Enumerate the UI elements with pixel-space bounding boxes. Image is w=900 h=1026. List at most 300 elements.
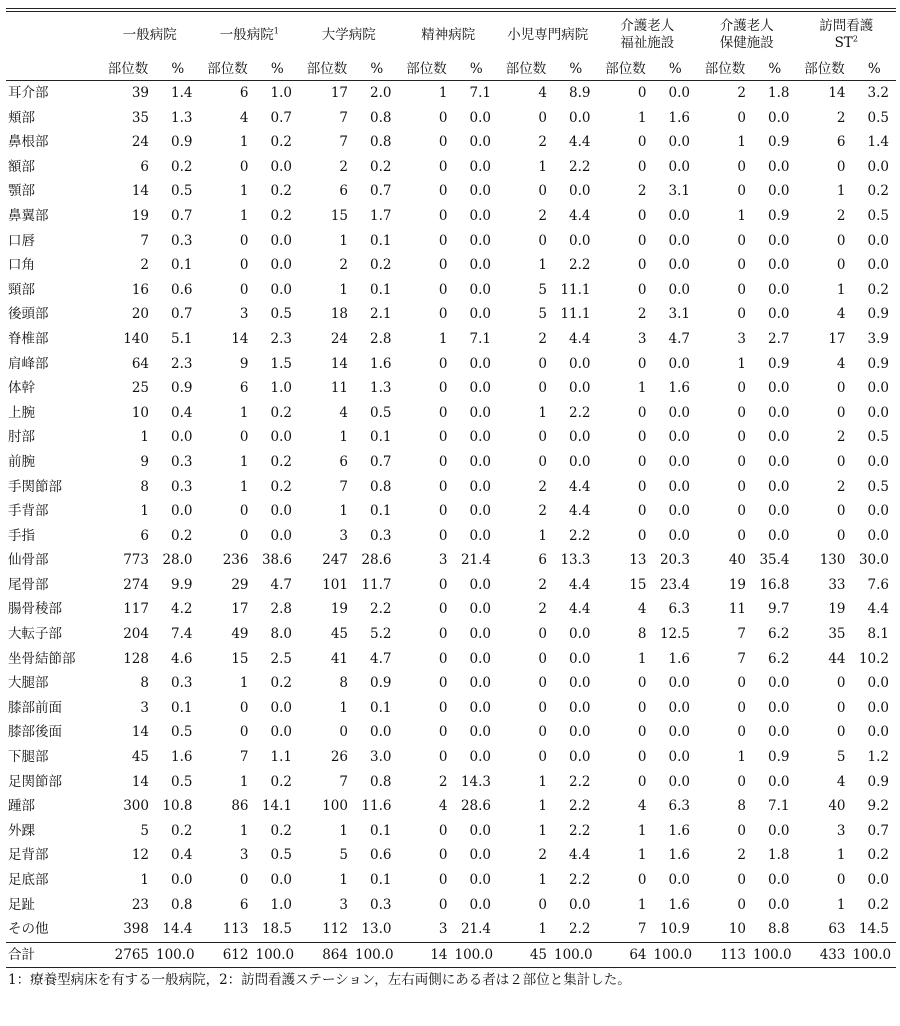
row-label: 膝部前面 <box>8 699 62 716</box>
table-container <box>6 8 896 990</box>
table-row <box>6 302 896 327</box>
count-cell: 12 <box>131 847 149 864</box>
percent-cell: 8.8 <box>768 921 790 938</box>
count-cell: 8 <box>339 675 348 692</box>
count-cell: 0 <box>737 872 746 888</box>
count-cell: 1 <box>239 183 249 200</box>
count-cell: 0 <box>239 429 249 446</box>
count-cell: 0 <box>737 724 746 741</box>
percent-cell: 0.0 <box>668 207 690 224</box>
count-cell: 1 <box>239 453 249 470</box>
percent-cell: 4.4 <box>867 601 889 618</box>
table-row <box>6 376 896 401</box>
count-cell: 0 <box>538 453 547 470</box>
percent-cell: 2.1 <box>370 306 392 323</box>
percent-cell: 4.2 <box>171 601 193 618</box>
percent-cell: 100.0 <box>654 942 698 968</box>
percent-cell: 0.2 <box>370 257 392 274</box>
percent-cell: 0.0 <box>569 675 591 692</box>
row-label: 大転子部 <box>8 626 62 643</box>
table-header <box>6 12 896 81</box>
percent-cell: 0.7 <box>171 306 193 323</box>
table-row <box>6 425 896 450</box>
percent-cell: 0.0 <box>171 429 193 446</box>
percent-cell: 0.3 <box>370 527 392 544</box>
table-row <box>6 524 896 549</box>
count-cell: 0 <box>438 822 448 839</box>
count-cell: 5 <box>339 847 348 864</box>
percent-cell: 2.2 <box>569 404 591 421</box>
percent-cell: 7.4 <box>171 626 193 643</box>
count-cell: 1 <box>538 872 547 888</box>
percent-cell: 0.0 <box>469 847 491 864</box>
count-cell: 0 <box>836 503 846 520</box>
percent-cell: 0.1 <box>370 822 392 839</box>
table-row <box>6 573 896 598</box>
count-header: 部位数 <box>797 58 853 81</box>
percent-cell: 0.0 <box>469 650 491 667</box>
count-cell: 1 <box>637 380 647 397</box>
row-label: 足関節部 <box>8 773 62 790</box>
count-cell: 1 <box>538 404 547 421</box>
percent-cell: 0.9 <box>370 675 392 692</box>
row-label: 耳介部 <box>8 85 49 101</box>
count-cell: 140 <box>123 330 149 347</box>
percent-cell: 0.0 <box>569 650 591 667</box>
group-header-text: 一般病院 <box>219 26 274 43</box>
count-cell: 0 <box>836 724 846 741</box>
count-cell: 0 <box>538 675 547 692</box>
group-header-line: 大学病院 <box>321 26 376 43</box>
percent-cell: 28.6 <box>460 798 491 815</box>
percent-cell: 0.2 <box>270 675 292 692</box>
count-cell: 4 <box>836 773 846 790</box>
group-header-line: 小児専門病院 <box>507 26 589 43</box>
percent-cell: 0.0 <box>668 281 690 298</box>
count-cell: 612 <box>200 942 256 968</box>
percent-cell: 0.0 <box>668 257 690 274</box>
count-cell: 0 <box>438 453 448 470</box>
row-label: 足底部 <box>8 872 49 888</box>
count-cell: 0 <box>836 257 846 274</box>
percent-cell: 0.0 <box>768 380 790 397</box>
count-cell: 0 <box>438 134 448 151</box>
group-header <box>598 12 698 58</box>
row-label: 鼻翼部 <box>8 207 49 224</box>
percent-cell: 1.3 <box>370 380 392 397</box>
group-header <box>200 12 300 58</box>
count-cell: 0 <box>836 380 846 397</box>
percent-cell: 0.0 <box>867 527 889 544</box>
count-cell: 433 <box>797 942 853 968</box>
table-row <box>6 671 896 696</box>
count-cell: 2 <box>836 207 846 224</box>
percent-cell: 1.0 <box>270 896 292 913</box>
count-cell: 0 <box>737 773 746 790</box>
percent-cell: 0.0 <box>469 183 491 200</box>
percent-cell: 9.7 <box>768 601 790 618</box>
percent-cell: 4.4 <box>569 134 591 151</box>
count-cell: 1 <box>438 85 448 101</box>
subheader-row <box>6 58 896 81</box>
count-cell: 1 <box>538 158 547 175</box>
percent-cell: 0.0 <box>768 896 790 913</box>
percent-cell: 0.0 <box>867 232 889 249</box>
percent-cell: 4.7 <box>370 650 392 667</box>
count-cell: 15 <box>231 650 249 667</box>
count-cell: 2 <box>339 257 348 274</box>
row-label: 後頭部 <box>8 306 49 323</box>
percent-cell: 18.5 <box>261 921 292 938</box>
percent-cell: 2.2 <box>569 822 591 839</box>
percent-cell: 4.7 <box>270 576 292 593</box>
percent-cell: 0.0 <box>469 257 491 274</box>
percent-cell: 0.0 <box>469 626 491 643</box>
table-row <box>6 843 896 868</box>
count-cell: 0 <box>836 675 846 692</box>
table-row <box>6 130 896 155</box>
row-label: 手指 <box>8 527 35 544</box>
pressure-ulcer-site-table <box>6 12 896 968</box>
count-cell: 398 <box>123 921 149 938</box>
percent-cell: 0.1 <box>171 257 193 274</box>
percent-cell: 0.0 <box>469 281 491 298</box>
count-cell: 18 <box>330 306 348 323</box>
count-cell: 7 <box>339 773 348 790</box>
count-cell: 1 <box>339 822 348 839</box>
count-cell: 0 <box>737 158 746 175</box>
count-cell: 3 <box>239 306 249 323</box>
count-cell: 773 <box>123 552 149 569</box>
percent-cell: 0.1 <box>370 429 392 446</box>
row-label: 上腕 <box>8 404 35 421</box>
count-cell: 0 <box>438 896 448 913</box>
percent-cell: 21.4 <box>460 921 491 938</box>
percent-cell: 0.0 <box>469 429 491 446</box>
count-cell: 2 <box>637 306 647 323</box>
count-cell: 19 <box>728 576 746 593</box>
group-header <box>697 12 797 58</box>
percent-cell: 0.0 <box>469 527 491 544</box>
percent-cell: 10.2 <box>858 650 889 667</box>
count-cell: 63 <box>828 921 846 938</box>
table-row <box>6 819 896 844</box>
count-cell: 3 <box>637 330 647 347</box>
count-cell: 100 <box>322 798 348 815</box>
count-cell: 0 <box>438 478 448 495</box>
count-cell: 6 <box>140 158 149 175</box>
count-cell: 2 <box>737 85 746 101</box>
percent-cell: 28.6 <box>361 552 392 569</box>
percent-cell: 0.2 <box>867 896 889 913</box>
percent-cell: 1.6 <box>668 109 690 126</box>
count-cell: 0 <box>737 453 746 470</box>
percent-cell: 8.1 <box>867 626 889 643</box>
count-cell: 236 <box>222 552 249 569</box>
count-cell: 300 <box>123 798 149 815</box>
percent-cell: 0.0 <box>668 404 690 421</box>
percent-cell: 0.5 <box>171 183 193 200</box>
percent-cell: 0.0 <box>768 453 790 470</box>
count-cell: 1 <box>239 822 249 839</box>
count-cell: 112 <box>322 921 348 938</box>
percent-cell: 0.2 <box>270 134 292 151</box>
percent-cell: 0.4 <box>171 404 193 421</box>
percent-cell: 0.9 <box>171 134 193 151</box>
count-cell: 1 <box>239 773 249 790</box>
count-cell: 2 <box>438 773 448 790</box>
percent-cell: 0.0 <box>469 749 491 766</box>
percent-cell: 20.3 <box>659 552 690 569</box>
percent-cell: 0.0 <box>270 699 292 716</box>
count-cell: 0 <box>438 576 448 593</box>
count-cell: 1 <box>339 281 348 298</box>
percent-cell: 21.4 <box>460 552 491 569</box>
count-cell: 0 <box>737 306 746 323</box>
total-row <box>6 942 896 968</box>
count-cell: 0 <box>438 306 448 323</box>
percent-cell: 2.2 <box>569 798 591 815</box>
percent-cell: 0.0 <box>469 699 491 716</box>
count-cell: 128 <box>123 650 149 667</box>
percent-cell: 0.2 <box>270 404 292 421</box>
table-row <box>6 278 896 303</box>
percent-cell: 0.0 <box>768 822 790 839</box>
percent-cell: 0.0 <box>867 404 889 421</box>
count-cell: 0 <box>737 503 746 520</box>
row-label: 外踝 <box>8 822 35 839</box>
count-cell: 0 <box>737 232 746 249</box>
percent-cell: 0.0 <box>867 724 889 741</box>
percent-cell: 0.0 <box>270 257 292 274</box>
row-label: 口唇 <box>8 232 35 249</box>
row-label: 手関節部 <box>8 478 62 495</box>
group-header-line: 精神病院 <box>421 26 476 43</box>
footnote-marker: 1 <box>273 26 279 35</box>
count-header: 部位数 <box>200 58 256 81</box>
group-header-line: 福祉施設 <box>620 35 675 51</box>
percent-cell: 1.0 <box>270 85 292 101</box>
percent-cell: 0.2 <box>270 773 292 790</box>
count-cell: 0 <box>637 724 647 741</box>
count-cell: 3 <box>339 527 348 544</box>
row-label: その他 <box>8 921 49 938</box>
count-cell: 1 <box>239 675 249 692</box>
corner-cell-sub <box>6 58 100 81</box>
count-cell: 2 <box>538 576 547 593</box>
count-cell: 8 <box>637 626 647 643</box>
count-cell: 29 <box>231 576 249 593</box>
percent-cell: 6.2 <box>768 626 790 643</box>
percent-cell: 0.0 <box>469 158 491 175</box>
percent-cell: 0.8 <box>370 109 392 126</box>
percent-cell: 0.0 <box>768 699 790 716</box>
percent-cell: 0.0 <box>867 380 889 397</box>
count-cell: 274 <box>123 576 149 593</box>
count-cell: 14 <box>330 355 348 372</box>
count-cell: 0 <box>637 503 647 520</box>
percent-header: % <box>753 58 797 81</box>
percent-cell: 10.8 <box>162 798 193 815</box>
count-cell: 6 <box>140 527 149 544</box>
percent-cell: 0.5 <box>867 478 889 495</box>
percent-cell: 0.0 <box>668 232 690 249</box>
percent-cell: 0.0 <box>867 872 889 888</box>
percent-cell: 9.9 <box>171 576 193 593</box>
count-cell: 6 <box>836 134 846 151</box>
count-cell: 0 <box>836 404 846 421</box>
count-cell: 0 <box>737 109 746 126</box>
count-cell: 14 <box>399 942 455 968</box>
count-cell: 0 <box>438 601 448 618</box>
count-cell: 1 <box>538 257 547 274</box>
group-header-text: ST <box>834 35 853 51</box>
count-cell: 44 <box>828 650 846 667</box>
count-cell: 0 <box>637 232 647 249</box>
count-cell: 7 <box>339 134 348 151</box>
percent-cell: 0.0 <box>569 429 591 446</box>
percent-cell: 2.0 <box>370 85 392 101</box>
count-cell: 0 <box>737 527 746 544</box>
count-cell: 3 <box>140 699 149 716</box>
percent-header: % <box>256 58 300 81</box>
table-row <box>6 450 896 475</box>
count-cell: 0 <box>239 158 249 175</box>
count-cell: 864 <box>299 942 355 968</box>
percent-cell: 0.0 <box>668 749 690 766</box>
group-header-line: 訪問看護 <box>819 18 874 34</box>
count-header: 部位数 <box>498 58 554 81</box>
count-cell: 2 <box>836 109 846 126</box>
percent-cell: 7.6 <box>867 576 889 593</box>
percent-cell: 0.8 <box>370 134 392 151</box>
count-cell: 113 <box>222 921 249 938</box>
table-row <box>6 770 896 795</box>
group-header-line: 介護老人 <box>620 18 675 34</box>
count-cell: 0 <box>538 183 547 200</box>
percent-cell: 5.2 <box>370 626 392 643</box>
count-cell: 8 <box>140 675 149 692</box>
percent-cell: 0.2 <box>171 822 193 839</box>
count-cell: 6 <box>339 183 348 200</box>
count-cell: 6 <box>239 85 249 101</box>
group-header-line: 介護老人 <box>719 18 774 34</box>
percent-cell: 1.8 <box>768 847 790 864</box>
percent-cell: 1.6 <box>370 355 392 372</box>
percent-header: % <box>654 58 698 81</box>
count-cell: 1 <box>140 429 149 446</box>
count-cell: 0 <box>438 527 448 544</box>
percent-cell: 0.0 <box>270 429 292 446</box>
count-cell: 0 <box>637 134 647 151</box>
group-header <box>399 12 499 58</box>
count-cell: 0 <box>239 257 249 274</box>
percent-cell: 0.1 <box>370 281 392 298</box>
percent-cell: 8.9 <box>569 85 591 101</box>
row-label: 腸骨稜部 <box>8 601 62 618</box>
percent-cell: 0.0 <box>668 429 690 446</box>
count-cell: 7 <box>140 232 149 249</box>
percent-cell: 0.9 <box>768 207 790 224</box>
count-cell: 45 <box>131 749 149 766</box>
count-cell: 0 <box>438 724 448 741</box>
count-cell: 1 <box>339 232 348 249</box>
table-row <box>6 548 896 573</box>
percent-cell: 3.2 <box>867 85 889 101</box>
count-cell: 23 <box>131 896 149 913</box>
percent-cell: 0.2 <box>370 158 392 175</box>
percent-cell: 0.0 <box>768 724 790 741</box>
percent-cell: 11.1 <box>560 306 591 323</box>
percent-cell: 7.1 <box>469 330 491 347</box>
percent-cell: 0.5 <box>171 773 193 790</box>
percent-cell: 30.0 <box>858 552 889 569</box>
percent-cell: 0.5 <box>867 207 889 224</box>
percent-cell: 0.1 <box>370 503 392 520</box>
percent-cell: 9.2 <box>867 798 889 815</box>
percent-cell: 100.0 <box>156 942 200 968</box>
row-label: 手背部 <box>8 503 49 520</box>
count-cell: 0 <box>637 281 647 298</box>
count-cell: 0 <box>836 527 846 544</box>
count-cell: 15 <box>629 576 647 593</box>
percent-cell: 4.4 <box>569 601 591 618</box>
count-cell: 0 <box>438 207 448 224</box>
percent-cell: 1.6 <box>668 822 690 839</box>
percent-cell: 0.8 <box>171 896 193 913</box>
percent-cell: 0.5 <box>171 724 193 741</box>
percent-cell: 0.0 <box>768 503 790 520</box>
percent-cell: 0.2 <box>867 281 889 298</box>
count-cell: 3 <box>339 896 348 913</box>
percent-cell: 0.1 <box>370 872 392 888</box>
percent-cell: 28.0 <box>162 552 193 569</box>
count-cell: 14 <box>231 330 249 347</box>
count-cell: 0 <box>438 158 448 175</box>
percent-cell: 14.4 <box>162 921 193 938</box>
percent-cell: 0.5 <box>867 429 889 446</box>
percent-cell: 13.0 <box>361 921 392 938</box>
row-label: 頬部 <box>8 109 35 126</box>
percent-cell: 0.0 <box>768 404 790 421</box>
percent-cell: 0.2 <box>270 207 292 224</box>
percent-cell: 7.1 <box>768 798 790 815</box>
percent-cell: 0.0 <box>768 306 790 323</box>
count-cell: 0 <box>637 773 647 790</box>
count-cell: 26 <box>330 749 348 766</box>
percent-cell: 0.0 <box>768 478 790 495</box>
percent-header: % <box>355 58 399 81</box>
percent-cell: 2.2 <box>569 527 591 544</box>
percent-cell: 0.2 <box>270 478 292 495</box>
count-cell: 8 <box>737 798 746 815</box>
percent-cell: 6.2 <box>768 650 790 667</box>
percent-cell: 0.8 <box>370 773 392 790</box>
percent-cell: 0.0 <box>569 626 591 643</box>
count-cell: 1 <box>538 773 547 790</box>
percent-header: % <box>554 58 598 81</box>
count-cell: 0 <box>438 675 448 692</box>
count-cell: 0 <box>538 724 547 741</box>
count-cell: 5 <box>836 749 846 766</box>
count-cell: 0 <box>637 207 647 224</box>
percent-cell: 0.0 <box>171 503 193 520</box>
percent-cell: 7.1 <box>469 85 491 101</box>
percent-cell: 3.0 <box>370 749 392 766</box>
percent-cell: 0.0 <box>768 675 790 692</box>
count-cell: 117 <box>123 601 149 618</box>
percent-cell: 4.4 <box>569 330 591 347</box>
